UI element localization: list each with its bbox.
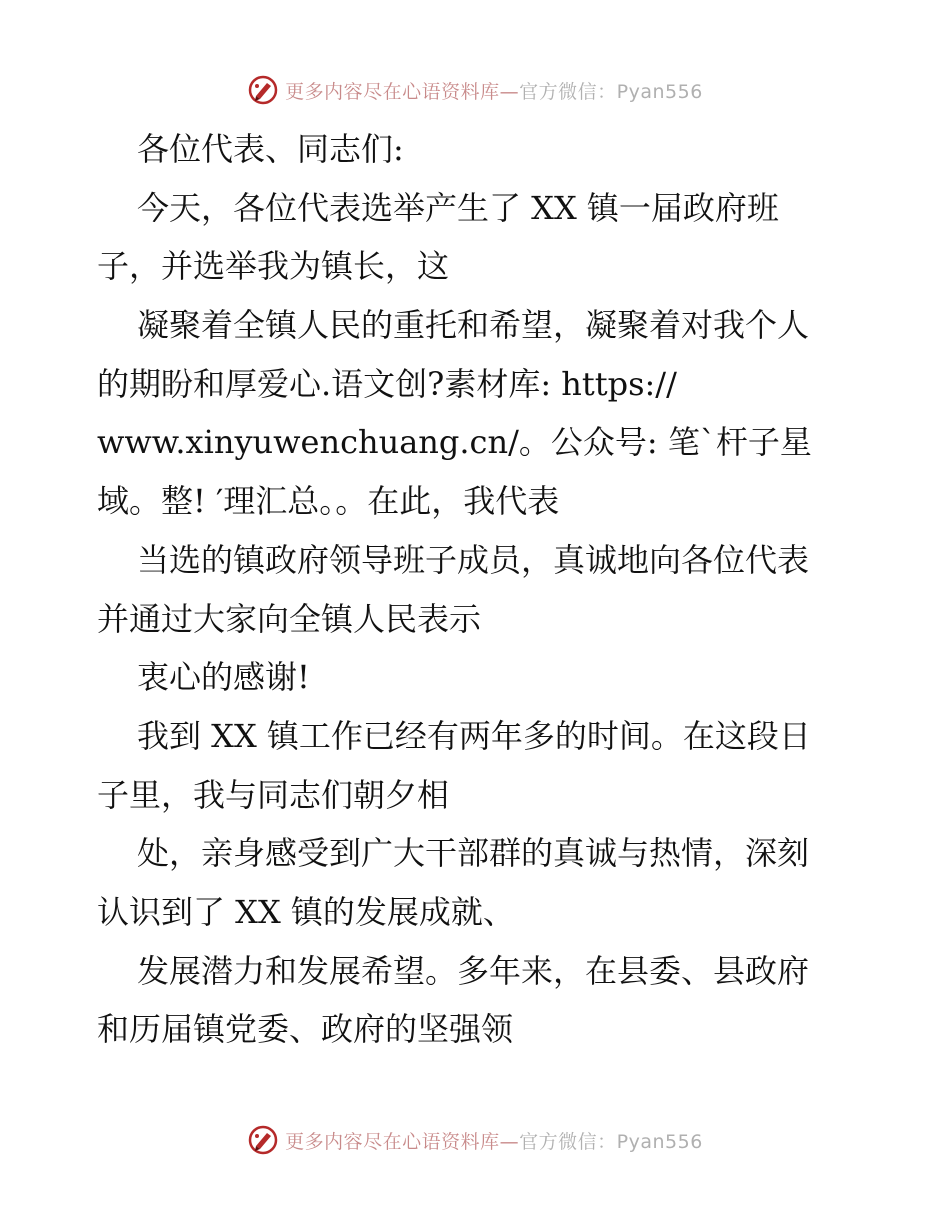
text-line: 衷心的感谢!	[137, 658, 310, 697]
text-line: 各位代表、同志们:	[137, 130, 404, 168]
text-line: 的期盼和厚爱心.语文创?素材库: https://	[97, 364, 677, 403]
text-line: 处，亲身感受到广大干部群的真诚与热情，深刻	[137, 834, 810, 873]
text-line: 发展潜力和发展希望。多年来，在县委、县政府	[137, 951, 810, 990]
document-body	[97, 120, 857, 1059]
pen-logo-icon	[247, 1124, 279, 1156]
text-line: 域。整! ′理汇总。。在此，我代表	[97, 482, 560, 521]
pen-logo-icon	[247, 74, 279, 106]
header-banner-text: 更多内容尽在心语资料库—	[285, 80, 520, 103]
text-line: 今天，各位代表选举产生了 XX 镇一届政府班	[137, 188, 779, 227]
header-wechat-label: 官方微信：Pyan556	[519, 80, 703, 103]
text-line: 凝聚着全镇人民的重托和希望，凝聚着对我个人	[137, 306, 810, 345]
footer-banner	[0, 1120, 950, 1160]
text-line: 我到 XX 镇工作已经有两年多的时间。在这段日	[137, 716, 811, 755]
footer-banner-text: 更多内容尽在心语资料库—	[285, 1130, 520, 1153]
text-line: 并通过大家向全镇人民表示	[97, 599, 482, 638]
text-line: www.xinyuwenchuang.cn/。公众号: 笔`杆子星	[97, 423, 812, 462]
text-line: 子里，我与同志们朝夕相	[97, 775, 450, 814]
header-banner	[0, 70, 950, 110]
text-line: 认识到了 XX 镇的发展成就、	[97, 892, 515, 931]
text-line: 子，并选举我为镇长，这	[97, 247, 450, 286]
text-line: 和历届镇党委、政府的坚强领	[97, 1010, 514, 1049]
text-line: 当选的镇政府领导班子成员，真诚地向各位代表	[137, 540, 810, 579]
footer-wechat-label: 官方微信：Pyan556	[519, 1130, 703, 1153]
